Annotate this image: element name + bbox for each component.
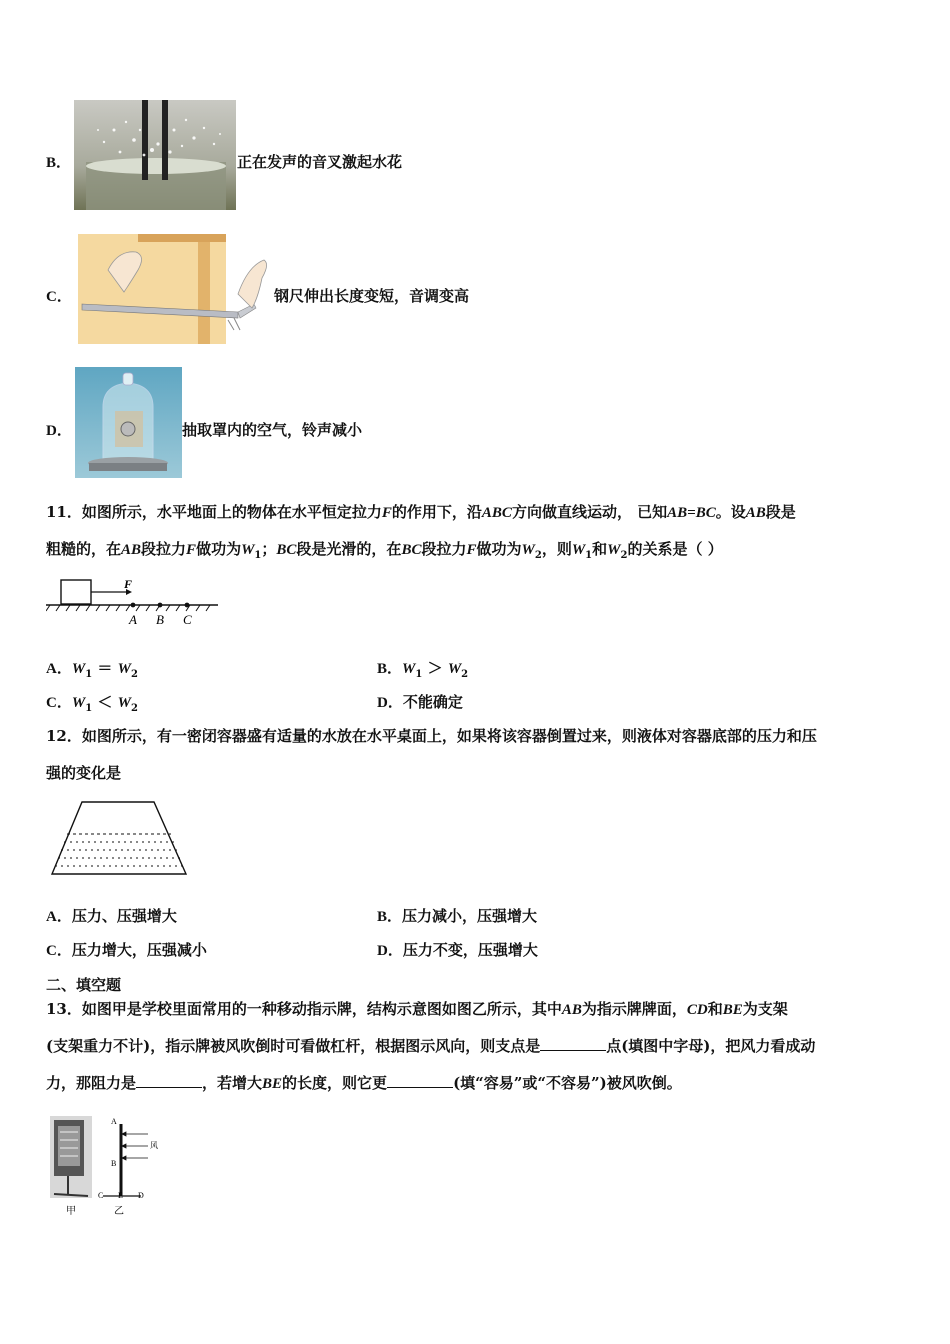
var-bc: BC [401, 542, 422, 558]
option-text: 压力增大，压强减小 [71, 941, 207, 959]
relation: ＞ [427, 659, 443, 677]
option-letter: B． [377, 661, 403, 677]
label-wind: 风 [150, 1141, 158, 1150]
q12-stem-line1: 12．如图所示，有一密闭容器盛有适量的水放在水平桌面上，如果将该容器倒置过来，则液体对容器底部的压力和压 [46, 727, 817, 745]
text-run: 和 [592, 540, 608, 558]
var-bc: BC [276, 542, 297, 558]
text-run: 粗糙的，在 [46, 540, 122, 558]
q10-option-c [46, 286, 72, 307]
option-letter: C． [46, 289, 72, 305]
text-run: 段拉力 [141, 540, 187, 558]
relation: ＝ [97, 659, 113, 677]
text-run: 力，那阻力是 [46, 1074, 137, 1092]
label-e: E [118, 1191, 123, 1200]
text-run: ，则 [541, 540, 572, 558]
option-text: 压力减小，压强增大 [402, 907, 538, 925]
text-run: 和 [707, 1000, 723, 1018]
label-a: A [111, 1117, 117, 1126]
label-b: B [156, 612, 164, 627]
var-w: W [402, 661, 416, 677]
label-c: C [98, 1191, 104, 1200]
subscript: 1 [85, 703, 93, 714]
option-text: 压力、压强增大 [71, 907, 177, 925]
q13-stem-line1 [46, 991, 788, 1029]
subscript: 2 [534, 550, 542, 561]
text-run: 为指示牌牌面， [581, 1000, 687, 1018]
point-b [158, 603, 163, 608]
var-be: BE [722, 1002, 743, 1018]
q10-option-b [46, 152, 71, 173]
var-f: F [381, 505, 392, 521]
block [61, 580, 91, 604]
label-c: C [183, 612, 192, 627]
q12-option-a [46, 906, 177, 927]
text-run: 段是光滑的，在 [296, 540, 402, 558]
point-c [185, 603, 190, 608]
q11-option-b [377, 658, 468, 685]
subscript: 1 [85, 669, 93, 680]
option-letter: D． [377, 695, 403, 711]
text-run: 做功为 [476, 540, 522, 558]
text-run: 段是 [765, 503, 796, 521]
q13-stem-line2 [46, 1028, 815, 1065]
q13-sign-figure [48, 1114, 168, 1220]
answer-blank-1[interactable] [540, 1036, 606, 1051]
q11-stem-line2 [46, 531, 723, 574]
option-letter: C． [46, 943, 72, 959]
var-w: W [607, 542, 621, 558]
q11-option-c [46, 692, 138, 719]
option-letter: B． [46, 155, 72, 171]
answer-blank-3[interactable] [387, 1073, 453, 1088]
text-run: 的关系是（ ） [627, 540, 723, 558]
container-outline [52, 802, 186, 874]
subscript: 2 [461, 669, 469, 680]
text-run: 13．如图甲是学校里面常用的一种移动指示牌，结构示意图如图乙所示，其中 [46, 1000, 562, 1018]
var-w: W [241, 542, 255, 558]
q12-container-diagram [50, 800, 188, 878]
text-run: 的作用下，沿 [391, 503, 482, 521]
var-w: W [447, 661, 462, 677]
var-f: F [186, 542, 197, 558]
var-ab: AB [745, 505, 766, 521]
text-run: ； [261, 540, 277, 558]
q10-option-d [46, 420, 72, 441]
var-f: F [466, 542, 477, 558]
q10-option-b-text: 正在发声的音叉激起水花 [237, 153, 403, 171]
subscript: 1 [415, 669, 423, 680]
option-letter: D． [46, 423, 72, 439]
q11-force-diagram [46, 576, 220, 628]
option-letter: A． [46, 661, 72, 677]
subscript: 2 [620, 550, 628, 561]
tuning-fork-photo [74, 100, 236, 210]
var-be: BE [262, 1076, 283, 1092]
option-letter: B． [377, 909, 403, 925]
text-run: 的长度，则它更 [282, 1074, 388, 1092]
option-text: 不能确定 [402, 693, 463, 711]
q12-option-c [46, 940, 207, 961]
label-d: D [138, 1191, 144, 1200]
var-cd: CD [686, 1002, 708, 1018]
subscript: 2 [130, 669, 138, 680]
var-w: W [71, 695, 86, 711]
point-a [131, 603, 136, 608]
text-run: 做功为 [196, 540, 242, 558]
text-run: 段拉力 [421, 540, 467, 558]
text-run: 方向做直线运动， 已知 [511, 503, 668, 521]
text-run: 为支架 [742, 1000, 788, 1018]
section-title: 二、填空题 [46, 976, 122, 994]
text-run: (支架重力不计)，指示牌被风吹倒时可看做杠杆，根据图示风向，则支点是 [46, 1037, 541, 1055]
q12-stem-line2: 强的变化是 [46, 764, 122, 782]
label-a: A [129, 612, 137, 627]
subscript: 2 [130, 703, 138, 714]
var-ab-eq-bc: AB=BC [667, 505, 716, 521]
q10-option-c-text: 钢尺伸出长度变短，音调变高 [274, 287, 470, 305]
var-w: W [71, 661, 86, 677]
force-label: F [124, 577, 133, 591]
relation: ＜ [97, 693, 113, 711]
var-w: W [521, 542, 535, 558]
wind-arrows [122, 1132, 148, 1160]
steel-ruler-photo [78, 234, 274, 344]
q12-option-b [377, 906, 537, 927]
q11-option-d [377, 692, 463, 713]
var-ab: AB [561, 1002, 582, 1018]
q11-stem-line1 [46, 494, 796, 532]
q13-stem-line3 [46, 1065, 682, 1103]
option-letter: A． [46, 909, 72, 925]
text-run: 11．如图所示，水平地面上的物体在水平恒定拉力 [46, 503, 382, 521]
q12-option-d [377, 940, 538, 961]
option-text: 压力不变，压强增大 [402, 941, 538, 959]
var-w: W [117, 661, 131, 677]
var-abc: ABC [481, 505, 512, 521]
option-letter: D． [377, 943, 403, 959]
text-run: (填“容易”或“不容易”)被风吹倒。 [453, 1074, 682, 1092]
answer-blank-2[interactable] [136, 1073, 202, 1088]
label-yi: 乙 [114, 1206, 124, 1217]
q10-option-d-text: 抽取罩内的空气，铃声减小 [182, 421, 363, 439]
text-run: 。设 [715, 503, 746, 521]
label-b: B [111, 1159, 117, 1168]
text-run: ，若增大 [202, 1074, 263, 1092]
bell-jar-photo [75, 367, 182, 478]
subscript: 1 [585, 550, 593, 561]
option-letter: C． [46, 695, 72, 711]
text-run: 点(填图中字母)，把风力看成动 [606, 1037, 816, 1055]
q11-option-a [46, 658, 138, 685]
label-jia: 甲 [66, 1206, 76, 1217]
var-w: W [117, 695, 131, 711]
var-w: W [571, 542, 586, 558]
sign-photo-jia [50, 1116, 92, 1198]
var-ab: AB [121, 542, 142, 558]
subscript: 1 [254, 550, 262, 561]
